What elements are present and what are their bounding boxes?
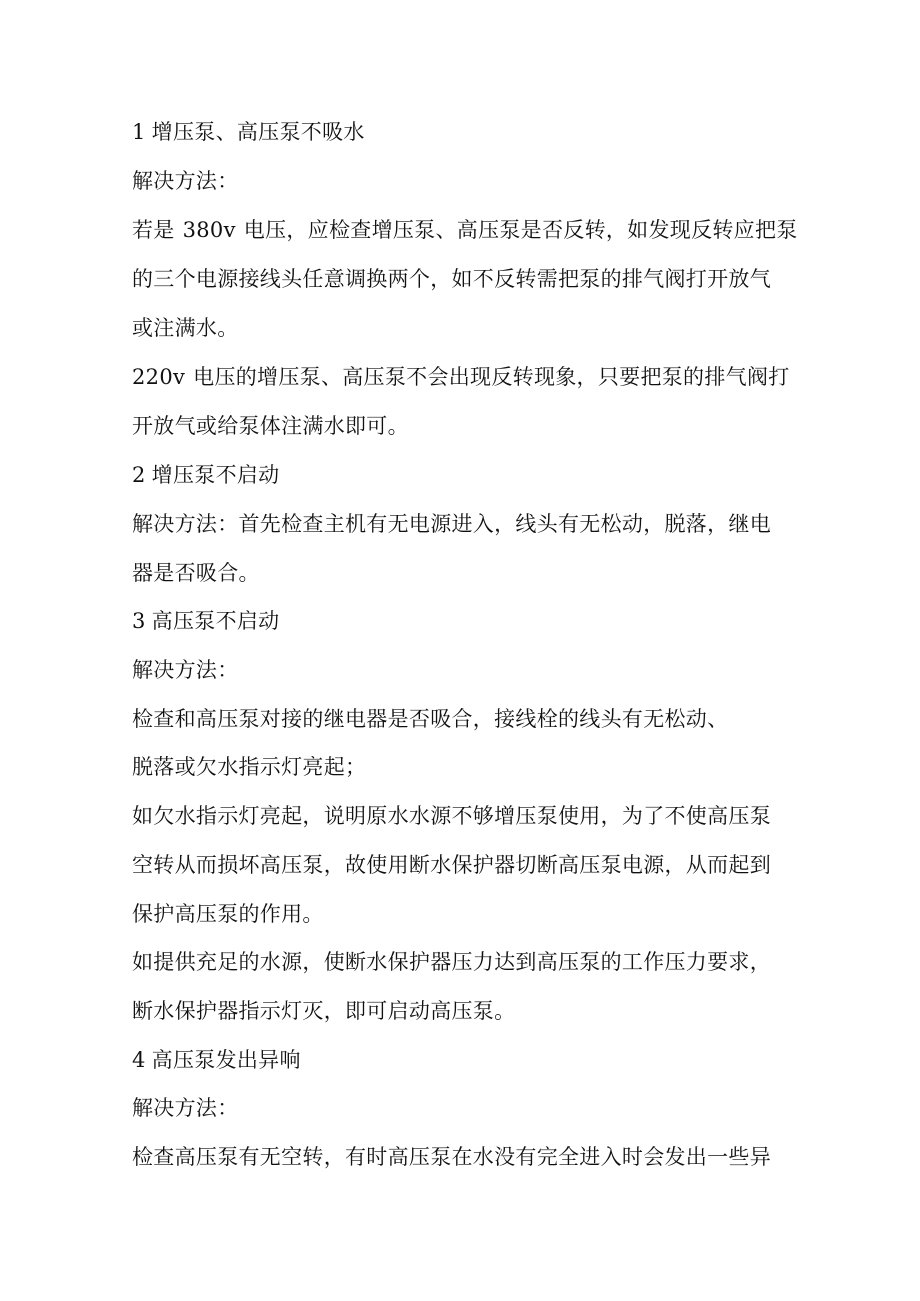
section-2-line-2: 器是否吸合。	[132, 561, 260, 585]
section-number: 3	[132, 609, 146, 633]
section-4-heading	[132, 1045, 802, 1075]
section-title: 增压泵、高压泵不吸水	[151, 120, 365, 144]
text-content: 电压，应检查增压泵、高压泵是否反转，如发现反转应把泵	[243, 218, 798, 242]
section-3-line-1: 检查和高压泵对接的继电器是否吸合，接线栓的线头有无松动、	[132, 707, 729, 731]
section-1-paragraph-1-line-1	[132, 215, 802, 245]
section-4-method-label: 解决方法：	[132, 1096, 239, 1120]
text-content: 电压的增压泵、高压泵不会出现反转现象，只要把泵的排气阀打	[193, 365, 790, 389]
section-1-paragraph-2-line-2: 开放气或给泵体注满水即可。	[132, 414, 409, 438]
text-prefix: 若是	[132, 218, 175, 242]
section-3-line-6: 如提供充足的水源，使断水保护器压力达到高压泵的工作压力要求，	[132, 950, 771, 974]
section-3-line-3: 如欠水指示灯亮起，说明原水水源不够增压泵使用，为了不使高压泵	[132, 804, 771, 828]
section-title: 高压泵不启动	[151, 609, 280, 633]
section-3-line-2: 脱落或欠水指示灯亮起；	[132, 755, 367, 779]
section-3-line-5: 保护高压泵的作用。	[132, 902, 324, 926]
section-1-paragraph-1-line-2: 的三个电源接线头任意调换两个，如不反转需把泵的排气阀打开放气	[132, 267, 771, 291]
section-number: 1	[132, 120, 146, 144]
section-1-heading	[132, 117, 802, 147]
voltage-value: 380v	[182, 218, 236, 242]
section-2-heading	[132, 460, 802, 490]
section-title: 增压泵不启动	[151, 463, 280, 487]
section-title: 高压泵发出异响	[151, 1048, 301, 1072]
section-1-paragraph-1-line-3: 或注满水。	[132, 316, 239, 340]
section-1-paragraph-2-line-1	[132, 362, 802, 392]
section-number: 2	[132, 463, 146, 487]
section-3-line-4: 空转从而损坏高压泵，故使用断水保护器切断高压泵电源，从而起到	[132, 853, 771, 877]
section-2-line-1: 解决方法：首先检查主机有无电源进入，线头有无松动，脱落，继电	[132, 512, 771, 536]
section-3-line-7: 断水保护器指示灯灭，即可启动高压泵。	[132, 999, 516, 1023]
section-number: 4	[132, 1048, 146, 1072]
section-3-heading	[132, 606, 802, 636]
section-1-method-label: 解决方法：	[132, 169, 239, 193]
voltage-value: 220v	[132, 365, 186, 389]
section-3-method-label: 解决方法：	[132, 658, 239, 682]
section-4-line-1: 检查高压泵有无空转，有时高压泵在水没有完全进入时会发出一些异	[132, 1145, 771, 1169]
